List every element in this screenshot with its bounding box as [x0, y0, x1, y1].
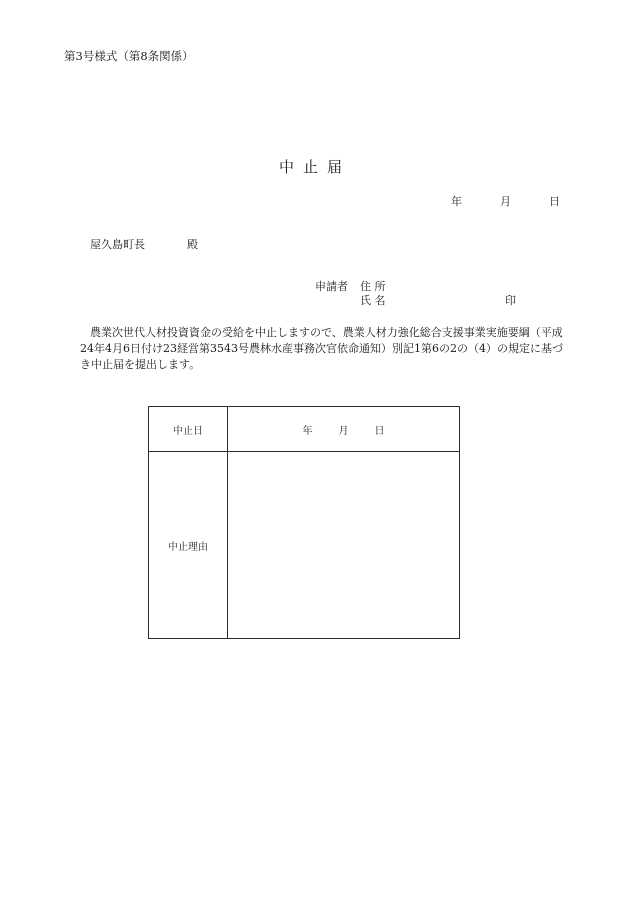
stop-date-month: 月 [338, 425, 349, 437]
document-title: 中止届 [278, 158, 351, 176]
stop-reason-label: 中止理由 [149, 452, 228, 639]
date-month-label: 月 [500, 195, 511, 208]
body-text: 農業次世代人材投資資金の受給を中止しますので、農業人材力強化総合支援事業実施要綱（平成24年4月6日付け23経営第3543号農林水産事務次官依命通知）別記1第6の2の（4）の規定に基づき中止届を提出します。 [80, 326, 563, 371]
addressee [90, 236, 198, 252]
addressee-name: 屋久島町長 [90, 238, 145, 251]
date-year-label: 年 [451, 195, 462, 208]
stop-date-year: 年 [302, 425, 313, 437]
stop-date-field[interactable] [228, 407, 460, 452]
stop-date-label: 中止日 [149, 407, 228, 452]
stop-reason-field[interactable] [228, 452, 460, 639]
table-row-stop-date [149, 407, 460, 452]
submission-date [451, 193, 560, 209]
addressee-honorific: 殿 [187, 238, 198, 251]
stop-date-day: 日 [374, 425, 385, 437]
applicant-block [315, 280, 516, 308]
date-day-label: 日 [549, 195, 560, 208]
seal-mark: 印 [505, 294, 516, 307]
table-row-stop-reason [149, 452, 460, 639]
form-number: 第3号様式（第8条関係） [64, 49, 194, 63]
name-label: 氏 名 [360, 294, 386, 307]
notification-table [148, 406, 460, 639]
applicant-role: 申請者 [315, 280, 348, 293]
address-label: 住 所 [360, 280, 386, 293]
